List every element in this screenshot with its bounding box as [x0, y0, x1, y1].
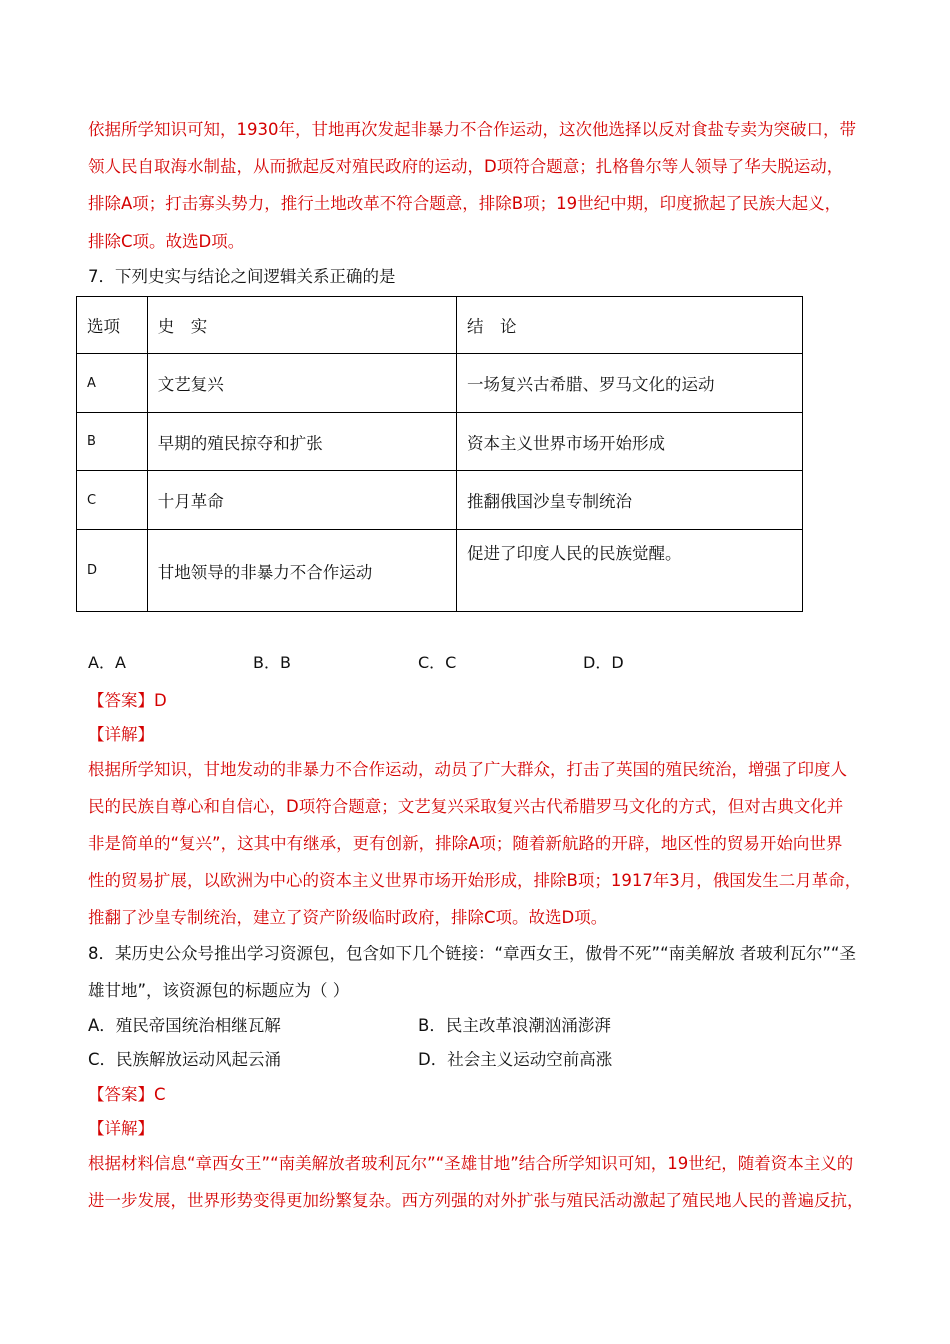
explanation-line: 推翻了沙皇专制统治，建立了资产阶级临时政府，排除C项。故选D项。: [88, 908, 608, 927]
explanation-line: 民的民族自尊心和自信心，D项符合题意；文艺复兴采取复兴古代希腊罗马文化的方式，但对古典文化并: [88, 797, 844, 816]
row-fact: 文艺复兴: [147, 354, 456, 413]
explanation-line: 依据所学知识可知，1930年，甘地再次发起非暴力不合作运动，这次他选择以反对食盐专卖为突破口，带: [88, 120, 856, 139]
option-c: C．C: [418, 653, 457, 672]
row-option: B: [77, 413, 148, 471]
row-fact: 早期的殖民掠夺和扩张: [147, 413, 456, 471]
explanation-line: 根据材料信息“章西女王”“南美解放者玻利瓦尔”“圣雄甘地”结合所学知识可知，19世纪，随着资本主义的: [88, 1154, 854, 1173]
option-d: D．D: [583, 653, 624, 672]
table-row: [77, 471, 803, 530]
row-conclusion: 一场复兴古希腊、罗马文化的运动: [456, 354, 802, 413]
table-row: [77, 413, 803, 471]
explanation-line: 根据所学知识，甘地发动的非暴力不合作运动，动员了广大群众，打击了英国的殖民统治，增强了印度人: [88, 760, 847, 779]
row-option: C: [77, 471, 148, 530]
option-b: B．民主改革浪潮汹涌澎湃: [418, 1016, 611, 1035]
row-conclusion: 促进了印度人民的民族觉醒。: [456, 530, 802, 612]
explanation-line: 性的贸易扩展，以欧洲为中心的资本主义世界市场开始形成，排除B项；1917年3月，俄国发生二月革命，: [88, 871, 862, 890]
question-7-table: [76, 296, 803, 612]
row-option: A: [77, 354, 148, 413]
row-conclusion: 资本主义世界市场开始形成: [456, 413, 802, 471]
answer-label: 【答案】D: [88, 691, 167, 710]
table-header-row: [77, 297, 803, 354]
explanation-line: 非是简单的“复兴”，这其中有继承，更有创新，排除A项；随着新航路的开辟，地区性的贸易开始向世界: [88, 834, 843, 853]
option-b: B．B: [253, 653, 291, 672]
detail-label: 【详解】: [88, 725, 154, 744]
option-a: A．殖民帝国统治相继瓦解: [88, 1016, 281, 1035]
table-row: [77, 530, 803, 612]
table-row: [77, 354, 803, 413]
answer-label: 【答案】C: [88, 1085, 166, 1104]
row-fact: 十月革命: [147, 471, 456, 530]
detail-label: 【详解】: [88, 1119, 154, 1138]
row-fact: 甘地领导的非暴力不合作运动: [147, 530, 456, 612]
question-8-stem: 雄甘地”，该资源包的标题应为（ ）: [88, 981, 350, 1000]
explanation-line: 排除C项。故选D项。: [88, 232, 245, 251]
question-7-stem: 7．下列史实与结论之间逻辑关系正确的是: [88, 267, 396, 286]
option-d: D．社会主义运动空前高涨: [418, 1050, 613, 1069]
header-option: 选项: [77, 297, 148, 354]
option-a: A．A: [88, 653, 126, 672]
explanation-line: 排除A项；打击寡头势力，推行土地改革不符合题意，排除B项；19世纪中期，印度掀起了民族大起义，: [88, 194, 842, 213]
question-8-stem: 8．某历史公众号推出学习资源包，包含如下几个链接：“章西女王，傲骨不死”“南美解放 者玻利瓦尔”“圣: [88, 944, 856, 963]
row-conclusion: 推翻俄国沙皇专制统治: [456, 471, 802, 530]
explanation-line: 进一步发展，世界形势变得更加纷繁复杂。西方列强的对外扩张与殖民活动激起了殖民地人民的普遍反抗，: [88, 1191, 864, 1210]
header-fact: 史 实: [147, 297, 456, 354]
option-c: C．民族解放运动风起云涌: [88, 1050, 282, 1069]
header-conclusion: 结 论: [456, 297, 802, 354]
row-option: D: [77, 530, 148, 612]
explanation-line: 领人民自取海水制盐，从而掀起反对殖民政府的运动，D项符合题意；扎格鲁尔等人领导了华夫脱运动，: [88, 157, 844, 176]
